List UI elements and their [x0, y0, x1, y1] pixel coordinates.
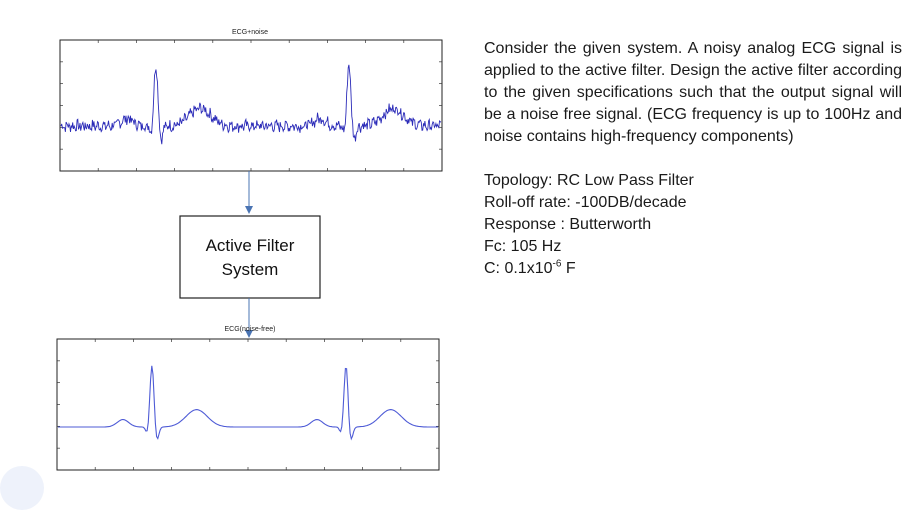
filter-specifications	[484, 170, 902, 280]
capacitance-exponent: -6	[552, 258, 562, 270]
output-plot-frame	[57, 339, 439, 470]
spec-capacitance	[484, 258, 902, 280]
spec-rolloff: Roll-off rate: -100DB/decade	[484, 194, 687, 211]
filter-box-line1: Active Filter	[205, 236, 295, 255]
capacitance-suffix: F	[561, 260, 576, 277]
filter-box-line2: System	[221, 260, 279, 279]
spec-topology: Topology: RC Low Pass Filter	[484, 172, 694, 189]
spec-response: Response : Butterworth	[484, 216, 652, 233]
problem-text-panel	[484, 38, 902, 280]
arrow-input-to-filter	[245, 171, 253, 214]
input-plot-frame	[60, 40, 442, 171]
active-filter-box	[180, 216, 320, 298]
output-plot	[57, 326, 439, 470]
output-plot-title: ECG(noise-free)	[224, 326, 276, 333]
problem-description: Consider the given system. A noisy analog ECG signal is applied to the active filter. Design the active filter according to the given specifications such that the output signal will be a noise free signal. (ECG frequency is up to 100Hz and noise contains high-frequency components)	[484, 40, 902, 145]
spec-cutoff: Fc: 105 Hz	[484, 238, 562, 255]
watermark-circle	[0, 466, 44, 510]
capacitance-prefix: C: 0.1x10	[484, 260, 553, 277]
input-plot	[60, 29, 442, 171]
input-plot-title: ECG+noise	[232, 29, 268, 36]
